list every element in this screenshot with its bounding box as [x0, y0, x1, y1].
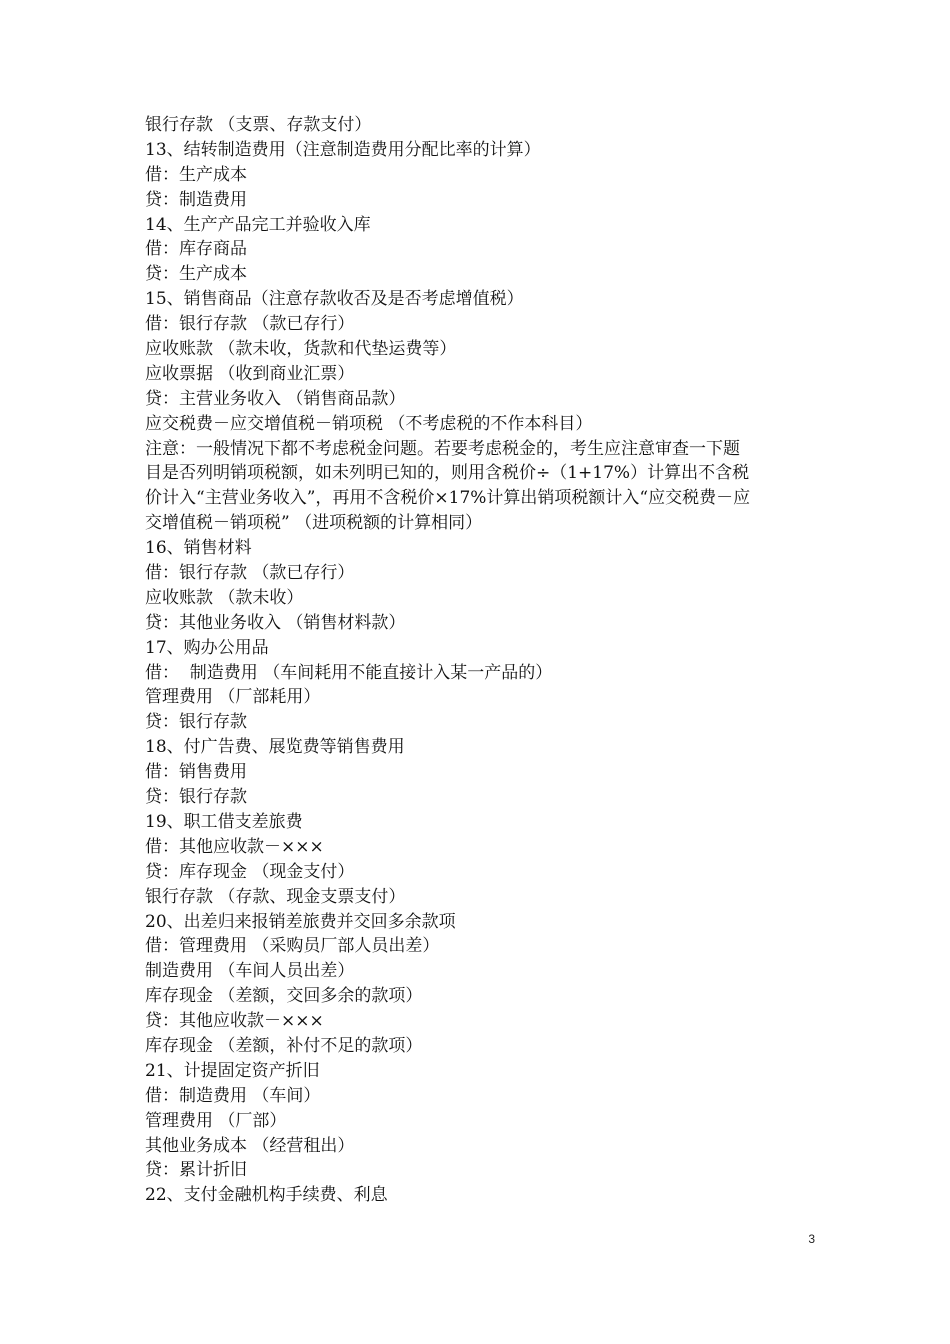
- text-line: 借：银行存款 （款已存行）: [145, 563, 355, 584]
- text-line: 21、计提固定资产折旧: [145, 1060, 320, 1081]
- text-line: 19、职工借支差旅费: [145, 811, 303, 832]
- text-line: 管理费用 （厂部）: [145, 1110, 287, 1131]
- text-line: 其他业务成本 （经营租出）: [145, 1135, 355, 1156]
- text-line: 18、付广告费、展览费等销售费用: [145, 737, 405, 758]
- text-line: 借：销售费用: [145, 762, 247, 783]
- text-line: 借：制造费用 （车间）: [145, 1085, 321, 1106]
- text-line: 20、出差归来报销差旅费并交回多余款项: [145, 911, 456, 932]
- text-line: 贷：制造费用: [145, 189, 247, 210]
- text-line: 13、结转制造费用（注意制造费用分配比率的计算）: [145, 139, 541, 160]
- text-line: 贷：其他应收款－×××: [145, 1011, 324, 1032]
- text-line: 银行存款 （存款、现金支票支付）: [145, 886, 406, 907]
- text-line: 借：其他应收款－×××: [145, 836, 324, 857]
- text-line: 贷：库存现金 （现金支付）: [145, 861, 355, 882]
- text-line: 管理费用 （厂部耗用）: [145, 687, 321, 708]
- text-line: 制造费用 （车间人员出差）: [145, 961, 355, 982]
- text-line: 贷：银行存款: [145, 712, 247, 733]
- text-line: 17、购办公用品: [145, 637, 269, 658]
- text-line: 库存现金 （差额，补付不足的款项）: [145, 1035, 423, 1056]
- text-line: 借：管理费用 （采购员厂部人员出差）: [145, 936, 440, 957]
- text-line: 应交税费－应交增值税－销项税 （不考虑税的不作本科目）: [145, 413, 593, 434]
- text-line: 借： 制造费用 （车间耗用不能直接计入某一产品的）: [145, 662, 553, 683]
- text-line: 贷：银行存款: [145, 787, 247, 808]
- text-line: 14、生产产品完工并验收入库: [145, 214, 371, 235]
- text-line: 银行存款 （支票、存款支付）: [145, 115, 372, 135]
- text-block-after-note: [145, 536, 813, 1208]
- text-line: 应收账款 （款未收，货款和代垫运费等）: [145, 339, 457, 360]
- tax-note-paragraph: [145, 437, 813, 537]
- text-line: 应收账款 （款未收）: [145, 587, 304, 608]
- text-line: 借：银行存款 （款已存行）: [145, 314, 355, 335]
- note-line: 交增值税－销项税” （进项税额的计算相同）: [145, 513, 483, 534]
- text-line: 应收票据 （收到商业汇票）: [145, 363, 355, 384]
- text-line: 贷：累计折旧: [145, 1160, 247, 1181]
- text-line: 贷：其他业务收入 （销售材料款）: [145, 612, 406, 633]
- text-line: 库存现金 （差额，交回多余的款项）: [145, 986, 423, 1007]
- text-line: 借：生产成本: [145, 164, 247, 185]
- note-line: 注意：一般情况下都不考虑税金问题。若要考虑税金的，考生应注意审查一下题: [145, 438, 740, 459]
- text-line: 16、销售材料: [145, 538, 252, 559]
- text-line: 贷：生产成本: [145, 264, 247, 285]
- page-body: [145, 113, 813, 1208]
- note-line: 价计入“主营业务收入”，再用不含税价×17%计算出销项税额计入“应交税费－应: [145, 488, 751, 509]
- text-line: 贷：主营业务收入 （销售商品款）: [145, 388, 406, 409]
- text-line: 22、支付金融机构手续费、利息: [145, 1185, 388, 1206]
- text-line: 借：库存商品: [145, 239, 247, 260]
- text-line: 15、销售商品（注意存款收否及是否考虑增值税）: [145, 289, 524, 310]
- note-line: 目是否列明销项税额，如未列明已知的，则用含税价÷（1+17%）计算出不含税: [145, 463, 750, 484]
- text-block-before-note: [145, 113, 813, 437]
- page-number: 3: [808, 1232, 815, 1246]
